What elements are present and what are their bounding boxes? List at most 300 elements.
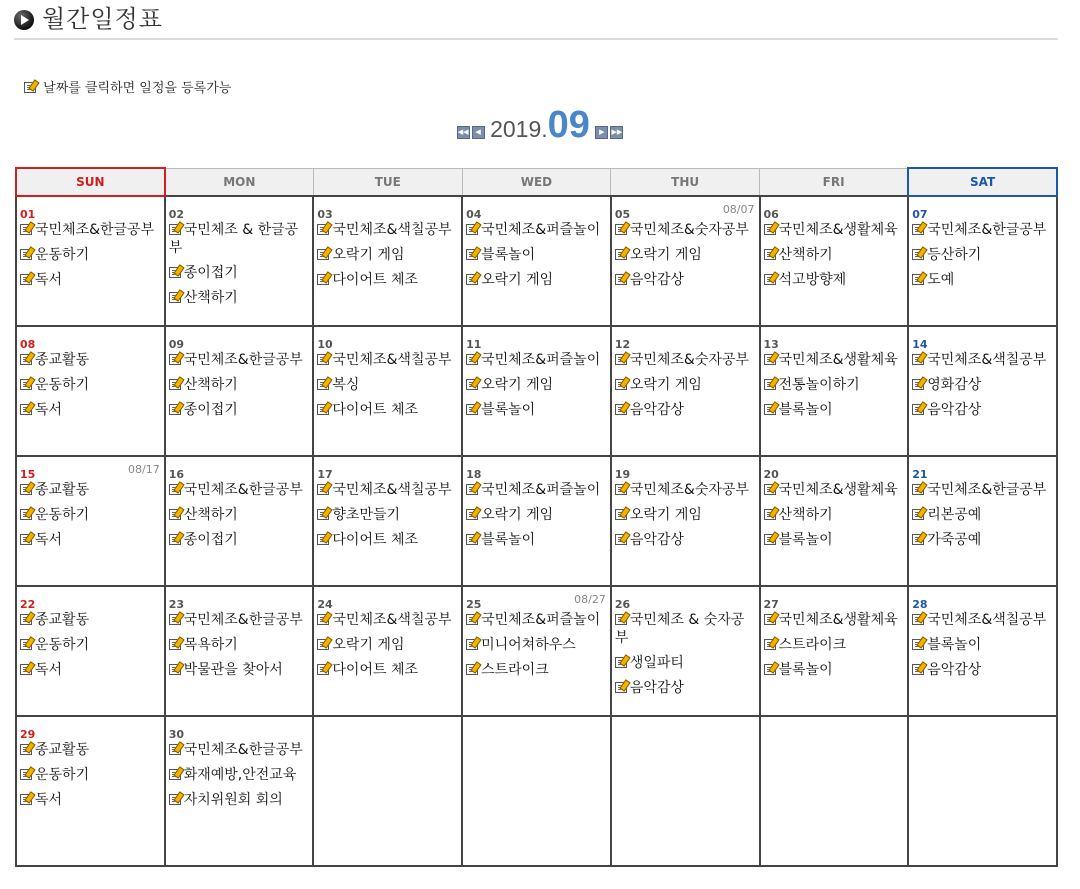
event-item[interactable] <box>317 351 459 369</box>
event-item[interactable] <box>466 271 608 289</box>
event-item[interactable] <box>912 221 1054 239</box>
event-item[interactable] <box>169 506 311 524</box>
memo-pencil-icon <box>317 274 329 285</box>
day-header <box>317 593 459 611</box>
event-text: 다이어트 체조 <box>332 662 419 678</box>
day-number[interactable]: 03 <box>317 208 333 221</box>
memo-pencil-icon <box>764 274 776 285</box>
day-cell[interactable] <box>462 456 611 586</box>
memo-pencil-icon <box>466 274 478 285</box>
event-item[interactable] <box>466 636 608 654</box>
event-item[interactable] <box>764 221 906 239</box>
day-number[interactable]: 23 <box>168 598 185 611</box>
memo-pencil-icon <box>169 224 181 235</box>
event-item[interactable] <box>20 636 162 654</box>
day-number[interactable]: 07 <box>912 208 928 221</box>
event-text: 다이어트 체조 <box>332 272 419 288</box>
day-header <box>615 333 757 351</box>
memo-pencil-icon <box>20 404 32 415</box>
weekday-mon: MON <box>165 168 314 196</box>
memo-pencil-icon <box>912 639 924 650</box>
event-text: 국민체조&색칠공부 <box>332 482 452 498</box>
day-cell-content <box>166 457 313 549</box>
day-cell[interactable] <box>16 456 165 586</box>
event-text: 국민체조&생활체육 <box>778 482 898 498</box>
event-text: 오락기 게임 <box>481 377 554 393</box>
event-item[interactable] <box>615 611 757 647</box>
day-number[interactable]: 22 <box>20 598 36 611</box>
event-item[interactable] <box>169 376 311 394</box>
event-item[interactable] <box>317 611 459 629</box>
event-item[interactable] <box>169 401 311 419</box>
empty-day-cell <box>908 716 1057 866</box>
event-text: 국민체조&색칠공부 <box>927 612 1047 628</box>
event-item[interactable] <box>466 246 608 264</box>
event-text: 국민체조&한글공부 <box>183 352 303 368</box>
event-item[interactable] <box>764 531 906 549</box>
day-cell[interactable] <box>16 716 165 866</box>
event-item[interactable] <box>20 791 162 809</box>
event-item[interactable] <box>764 246 906 264</box>
day-header <box>169 463 311 481</box>
week-row <box>16 586 1057 716</box>
day-header <box>764 203 906 221</box>
day-header <box>466 463 608 481</box>
event-text: 운동하기 <box>35 377 90 393</box>
day-cell[interactable] <box>165 456 314 586</box>
day-cell[interactable] <box>313 196 462 326</box>
weekday-fri: FRI <box>760 168 909 196</box>
event-text: 음악감상 <box>927 402 982 418</box>
event-text: 독서 <box>35 532 63 548</box>
event-text: 오락기 게임 <box>481 507 554 523</box>
event-item[interactable] <box>615 531 757 549</box>
event-item[interactable] <box>764 401 906 419</box>
memo-pencil-icon <box>764 379 776 390</box>
weekday-header-row <box>16 168 1057 196</box>
day-cell[interactable] <box>760 196 909 326</box>
event-item[interactable] <box>912 661 1054 679</box>
event-text: 영화감상 <box>927 377 982 393</box>
day-cell-content <box>166 587 313 679</box>
day-number[interactable]: 27 <box>763 598 779 611</box>
day-cell[interactable] <box>611 196 760 326</box>
event-text: 운동하기 <box>35 507 90 523</box>
event-item[interactable] <box>466 376 608 394</box>
memo-pencil-icon <box>20 379 32 390</box>
memo-pencil-icon <box>20 639 32 650</box>
day-number[interactable]: 26 <box>614 598 631 611</box>
event-item[interactable] <box>169 611 311 629</box>
day-cell-content <box>463 587 610 679</box>
event-item[interactable] <box>20 741 162 759</box>
memo-pencil-icon <box>169 664 181 675</box>
event-item[interactable] <box>169 481 311 499</box>
empty-day-cell <box>313 716 462 866</box>
event-item[interactable] <box>466 401 608 419</box>
event-text: 음악감상 <box>927 662 982 678</box>
event-item[interactable] <box>615 376 757 394</box>
memo-pencil-icon <box>615 379 627 390</box>
day-number[interactable]: 08 <box>20 338 36 351</box>
event-item[interactable] <box>764 376 906 394</box>
event-item[interactable] <box>466 351 608 369</box>
event-text: 화재예방,안전교육 <box>183 767 297 783</box>
event-item[interactable] <box>317 506 459 524</box>
day-cell[interactable] <box>611 456 760 586</box>
memo-pencil-icon <box>615 682 627 693</box>
memo-pencil-icon <box>20 509 32 520</box>
event-item[interactable] <box>20 376 162 394</box>
day-cell[interactable] <box>611 326 760 456</box>
memo-pencil-icon <box>764 614 776 625</box>
event-item[interactable] <box>466 506 608 524</box>
memo-pencil-icon <box>169 267 181 278</box>
day-number[interactable]: 15 <box>20 468 36 481</box>
memo-pencil-icon <box>169 484 181 495</box>
weekday-sun: SUN <box>16 168 165 196</box>
event-text: 국민체조&한글공부 <box>183 482 303 498</box>
event-item[interactable] <box>764 636 906 654</box>
day-number[interactable]: 25 <box>466 598 482 611</box>
event-item[interactable] <box>169 264 311 282</box>
event-item[interactable] <box>317 246 459 264</box>
event-item[interactable] <box>20 661 162 679</box>
day-cell[interactable] <box>16 196 165 326</box>
week-row <box>16 456 1057 586</box>
event-item[interactable] <box>615 679 757 697</box>
event-text: 음악감상 <box>629 532 684 548</box>
day-number[interactable]: 10 <box>317 338 333 351</box>
event-text: 복싱 <box>332 377 360 393</box>
event-item[interactable] <box>169 766 311 784</box>
event-item[interactable] <box>912 506 1054 524</box>
day-number[interactable]: 30 <box>168 728 185 741</box>
event-text: 국민체조&생활체육 <box>778 612 898 628</box>
memo-pencil-icon <box>615 657 627 668</box>
memo-pencil-icon <box>20 484 32 495</box>
next-month-button[interactable]: ▶ <box>595 126 608 139</box>
event-item[interactable] <box>912 246 1054 264</box>
day-cell[interactable] <box>462 586 611 716</box>
month-navigation <box>0 104 1080 154</box>
memo-pencil-icon <box>317 639 329 650</box>
day-cell-content <box>909 587 1056 679</box>
event-item[interactable] <box>317 531 459 549</box>
day-cell-content <box>761 587 908 679</box>
day-number[interactable]: 12 <box>614 338 631 351</box>
event-text: 등산하기 <box>927 247 982 263</box>
day-number[interactable]: 16 <box>168 468 185 481</box>
day-number[interactable]: 09 <box>168 338 185 351</box>
event-item[interactable] <box>466 661 608 679</box>
memo-pencil-icon <box>912 509 924 520</box>
memo-pencil-icon <box>912 534 924 545</box>
day-cell-content <box>17 457 164 549</box>
event-item[interactable] <box>169 661 311 679</box>
day-header <box>764 333 906 351</box>
event-item[interactable] <box>169 221 311 257</box>
event-item[interactable] <box>764 481 906 499</box>
day-header <box>20 593 162 611</box>
event-item[interactable] <box>169 531 311 549</box>
event-text: 리본공예 <box>927 507 982 523</box>
day-header <box>912 593 1054 611</box>
event-item[interactable] <box>615 246 757 264</box>
event-text: 박물관을 찾아서 <box>183 662 283 678</box>
day-cell[interactable] <box>165 586 314 716</box>
event-item[interactable] <box>764 611 906 629</box>
event-item[interactable] <box>20 531 162 549</box>
day-number[interactable]: 18 <box>466 468 482 481</box>
event-text: 국민체조&한글공부 <box>183 612 303 628</box>
day-cell[interactable] <box>908 586 1057 716</box>
memo-pencil-icon <box>169 794 181 805</box>
day-number[interactable]: 28 <box>912 598 928 611</box>
event-text: 국민체조&색칠공부 <box>927 352 1047 368</box>
day-cell[interactable] <box>611 586 760 716</box>
event-item[interactable] <box>912 611 1054 629</box>
event-item[interactable] <box>764 661 906 679</box>
event-text: 다이어트 체조 <box>332 532 419 548</box>
event-text: 블록놀이 <box>778 532 833 548</box>
event-text: 블록놀이 <box>481 532 536 548</box>
event-item[interactable] <box>317 376 459 394</box>
day-cell-content <box>166 327 313 419</box>
event-item[interactable] <box>317 221 459 239</box>
day-number[interactable]: 05 <box>614 208 631 221</box>
next-year-button[interactable]: ▶▶ <box>610 126 623 139</box>
event-text: 국민체조&퍼즐놀이 <box>481 352 601 368</box>
event-item[interactable] <box>615 506 757 524</box>
event-item[interactable] <box>169 741 311 759</box>
event-text: 국민체조&색칠공부 <box>332 612 452 628</box>
event-item[interactable] <box>317 401 459 419</box>
day-number[interactable]: 24 <box>317 598 333 611</box>
memo-pencil-icon <box>466 404 478 415</box>
event-item[interactable] <box>912 376 1054 394</box>
day-cell-content <box>761 327 908 419</box>
day-number[interactable]: 20 <box>763 468 779 481</box>
prev-month-button[interactable]: ◀ <box>472 126 485 139</box>
day-number[interactable]: 14 <box>912 338 928 351</box>
event-item[interactable] <box>764 271 906 289</box>
event-item[interactable] <box>169 289 311 307</box>
day-cell-content <box>463 327 610 419</box>
week-row <box>16 326 1057 456</box>
memo-pencil-icon <box>317 509 329 520</box>
lunar-date: 08/17 <box>128 463 160 476</box>
event-item[interactable] <box>912 351 1054 369</box>
event-item[interactable] <box>466 611 608 629</box>
event-item[interactable] <box>20 246 162 264</box>
event-text: 산책하기 <box>778 507 833 523</box>
day-number[interactable]: 29 <box>20 728 36 741</box>
day-cell[interactable] <box>165 326 314 456</box>
event-item[interactable] <box>466 481 608 499</box>
event-text: 국민체조 & 숫자공부 <box>614 612 745 646</box>
event-text: 음악감상 <box>629 680 684 696</box>
event-item[interactable] <box>317 636 459 654</box>
day-cell-content <box>314 587 461 679</box>
event-item[interactable] <box>317 661 459 679</box>
day-number[interactable]: 21 <box>912 468 928 481</box>
lunar-date: 08/07 <box>722 203 755 216</box>
event-item[interactable] <box>764 506 906 524</box>
day-number[interactable]: 06 <box>763 208 779 221</box>
event-item[interactable] <box>615 221 757 239</box>
event-item[interactable] <box>615 654 757 672</box>
current-month: 09 <box>547 104 590 146</box>
day-cell[interactable] <box>165 196 314 326</box>
weekday-sat: SAT <box>908 168 1057 196</box>
day-cell-content <box>17 197 164 289</box>
event-text: 블록놀이 <box>778 662 833 678</box>
event-item[interactable] <box>20 221 162 239</box>
memo-pencil-icon <box>169 379 181 390</box>
memo-pencil-icon <box>317 614 329 625</box>
day-cell[interactable] <box>462 196 611 326</box>
event-text: 국민체조&숫자공부 <box>629 352 749 368</box>
event-item[interactable] <box>912 401 1054 419</box>
event-text: 국민체조 & 한글공부 <box>168 222 299 256</box>
memo-pencil-icon <box>169 744 181 755</box>
day-cell[interactable] <box>908 196 1057 326</box>
event-text: 생일파티 <box>629 655 684 671</box>
event-text: 국민체조&한글공부 <box>35 222 155 238</box>
day-number[interactable]: 02 <box>168 208 185 221</box>
memo-pencil-icon <box>764 249 776 260</box>
day-cell[interactable] <box>760 456 909 586</box>
event-item[interactable] <box>169 636 311 654</box>
event-item[interactable] <box>615 271 757 289</box>
memo-pencil-icon <box>615 404 627 415</box>
memo-pencil-icon <box>20 274 32 285</box>
event-text: 독서 <box>35 792 63 808</box>
event-item[interactable] <box>20 506 162 524</box>
day-number[interactable]: 13 <box>763 338 779 351</box>
memo-pencil-icon <box>317 484 329 495</box>
day-cell[interactable] <box>313 586 462 716</box>
event-text: 블록놀이 <box>778 402 833 418</box>
day-header <box>466 333 608 351</box>
event-item[interactable] <box>20 351 162 369</box>
day-cell[interactable] <box>313 326 462 456</box>
day-cell[interactable] <box>760 586 909 716</box>
weekday-tue: TUE <box>313 168 462 196</box>
weekday-thu: THU <box>611 168 760 196</box>
memo-pencil-icon <box>615 274 627 285</box>
event-item[interactable] <box>20 401 162 419</box>
event-item[interactable] <box>20 611 162 629</box>
day-number[interactable]: 19 <box>614 468 631 481</box>
day-header <box>169 203 311 221</box>
prev-year-button[interactable]: ◀◀ <box>457 126 470 139</box>
event-text: 석고방향제 <box>778 272 847 288</box>
memo-pencil-icon <box>20 354 32 365</box>
day-cell-content <box>761 197 908 289</box>
event-text: 종이접기 <box>183 402 238 418</box>
memo-pencil-icon <box>912 664 924 675</box>
event-item[interactable] <box>466 531 608 549</box>
day-cell-content <box>314 197 461 289</box>
event-item[interactable] <box>20 271 162 289</box>
memo-pencil-icon <box>912 224 924 235</box>
event-text: 운동하기 <box>35 767 90 783</box>
day-number[interactable]: 04 <box>466 208 482 221</box>
day-cell-content <box>17 327 164 419</box>
event-text: 목욕하기 <box>183 637 238 653</box>
day-cell[interactable] <box>760 326 909 456</box>
day-cell[interactable] <box>908 326 1057 456</box>
event-text: 오락기 게임 <box>629 247 702 263</box>
memo-pencil-icon <box>764 534 776 545</box>
day-header <box>169 593 311 611</box>
event-item[interactable] <box>20 481 162 499</box>
event-text: 국민체조&생활체육 <box>778 222 898 238</box>
event-item[interactable] <box>169 791 311 809</box>
event-item[interactable] <box>764 351 906 369</box>
memo-pencil-icon <box>466 484 478 495</box>
event-item[interactable] <box>912 271 1054 289</box>
memo-pencil-icon <box>169 614 181 625</box>
day-cell-content <box>612 587 759 697</box>
event-item[interactable] <box>912 531 1054 549</box>
event-item[interactable] <box>912 636 1054 654</box>
day-cell[interactable] <box>16 326 165 456</box>
memo-pencil-icon <box>466 639 478 650</box>
play-circle-icon <box>14 10 34 30</box>
memo-pencil-icon <box>317 354 329 365</box>
memo-pencil-icon <box>615 509 627 520</box>
day-cell-content <box>761 457 908 549</box>
event-text: 오락기 게임 <box>332 637 405 653</box>
event-text: 블록놀이 <box>927 637 982 653</box>
event-item[interactable] <box>466 221 608 239</box>
event-item[interactable] <box>912 481 1054 499</box>
event-item[interactable] <box>169 351 311 369</box>
event-text: 독서 <box>35 662 63 678</box>
event-item[interactable] <box>615 481 757 499</box>
day-number[interactable]: 17 <box>317 468 333 481</box>
event-item[interactable] <box>615 401 757 419</box>
event-text: 다이어트 체조 <box>332 402 419 418</box>
memo-pencil-icon <box>615 484 627 495</box>
event-text: 국민체조&한글공부 <box>927 482 1047 498</box>
day-header <box>466 203 608 221</box>
memo-pencil-icon <box>317 664 329 675</box>
event-text: 산책하기 <box>183 290 238 306</box>
day-cell[interactable] <box>313 456 462 586</box>
event-text: 운동하기 <box>35 637 90 653</box>
day-cell[interactable] <box>165 716 314 866</box>
day-header <box>912 333 1054 351</box>
event-item[interactable] <box>317 481 459 499</box>
event-item[interactable] <box>20 766 162 784</box>
memo-pencil-icon <box>615 249 627 260</box>
day-cell[interactable] <box>462 326 611 456</box>
day-cell[interactable] <box>908 456 1057 586</box>
day-number[interactable]: 01 <box>20 208 36 221</box>
event-text: 블록놀이 <box>481 402 536 418</box>
day-number[interactable]: 11 <box>466 338 482 351</box>
day-cell-content <box>166 197 313 307</box>
event-item[interactable] <box>317 271 459 289</box>
event-text: 산책하기 <box>183 377 238 393</box>
day-cell[interactable] <box>16 586 165 716</box>
event-item[interactable] <box>615 351 757 369</box>
day-header <box>169 333 311 351</box>
